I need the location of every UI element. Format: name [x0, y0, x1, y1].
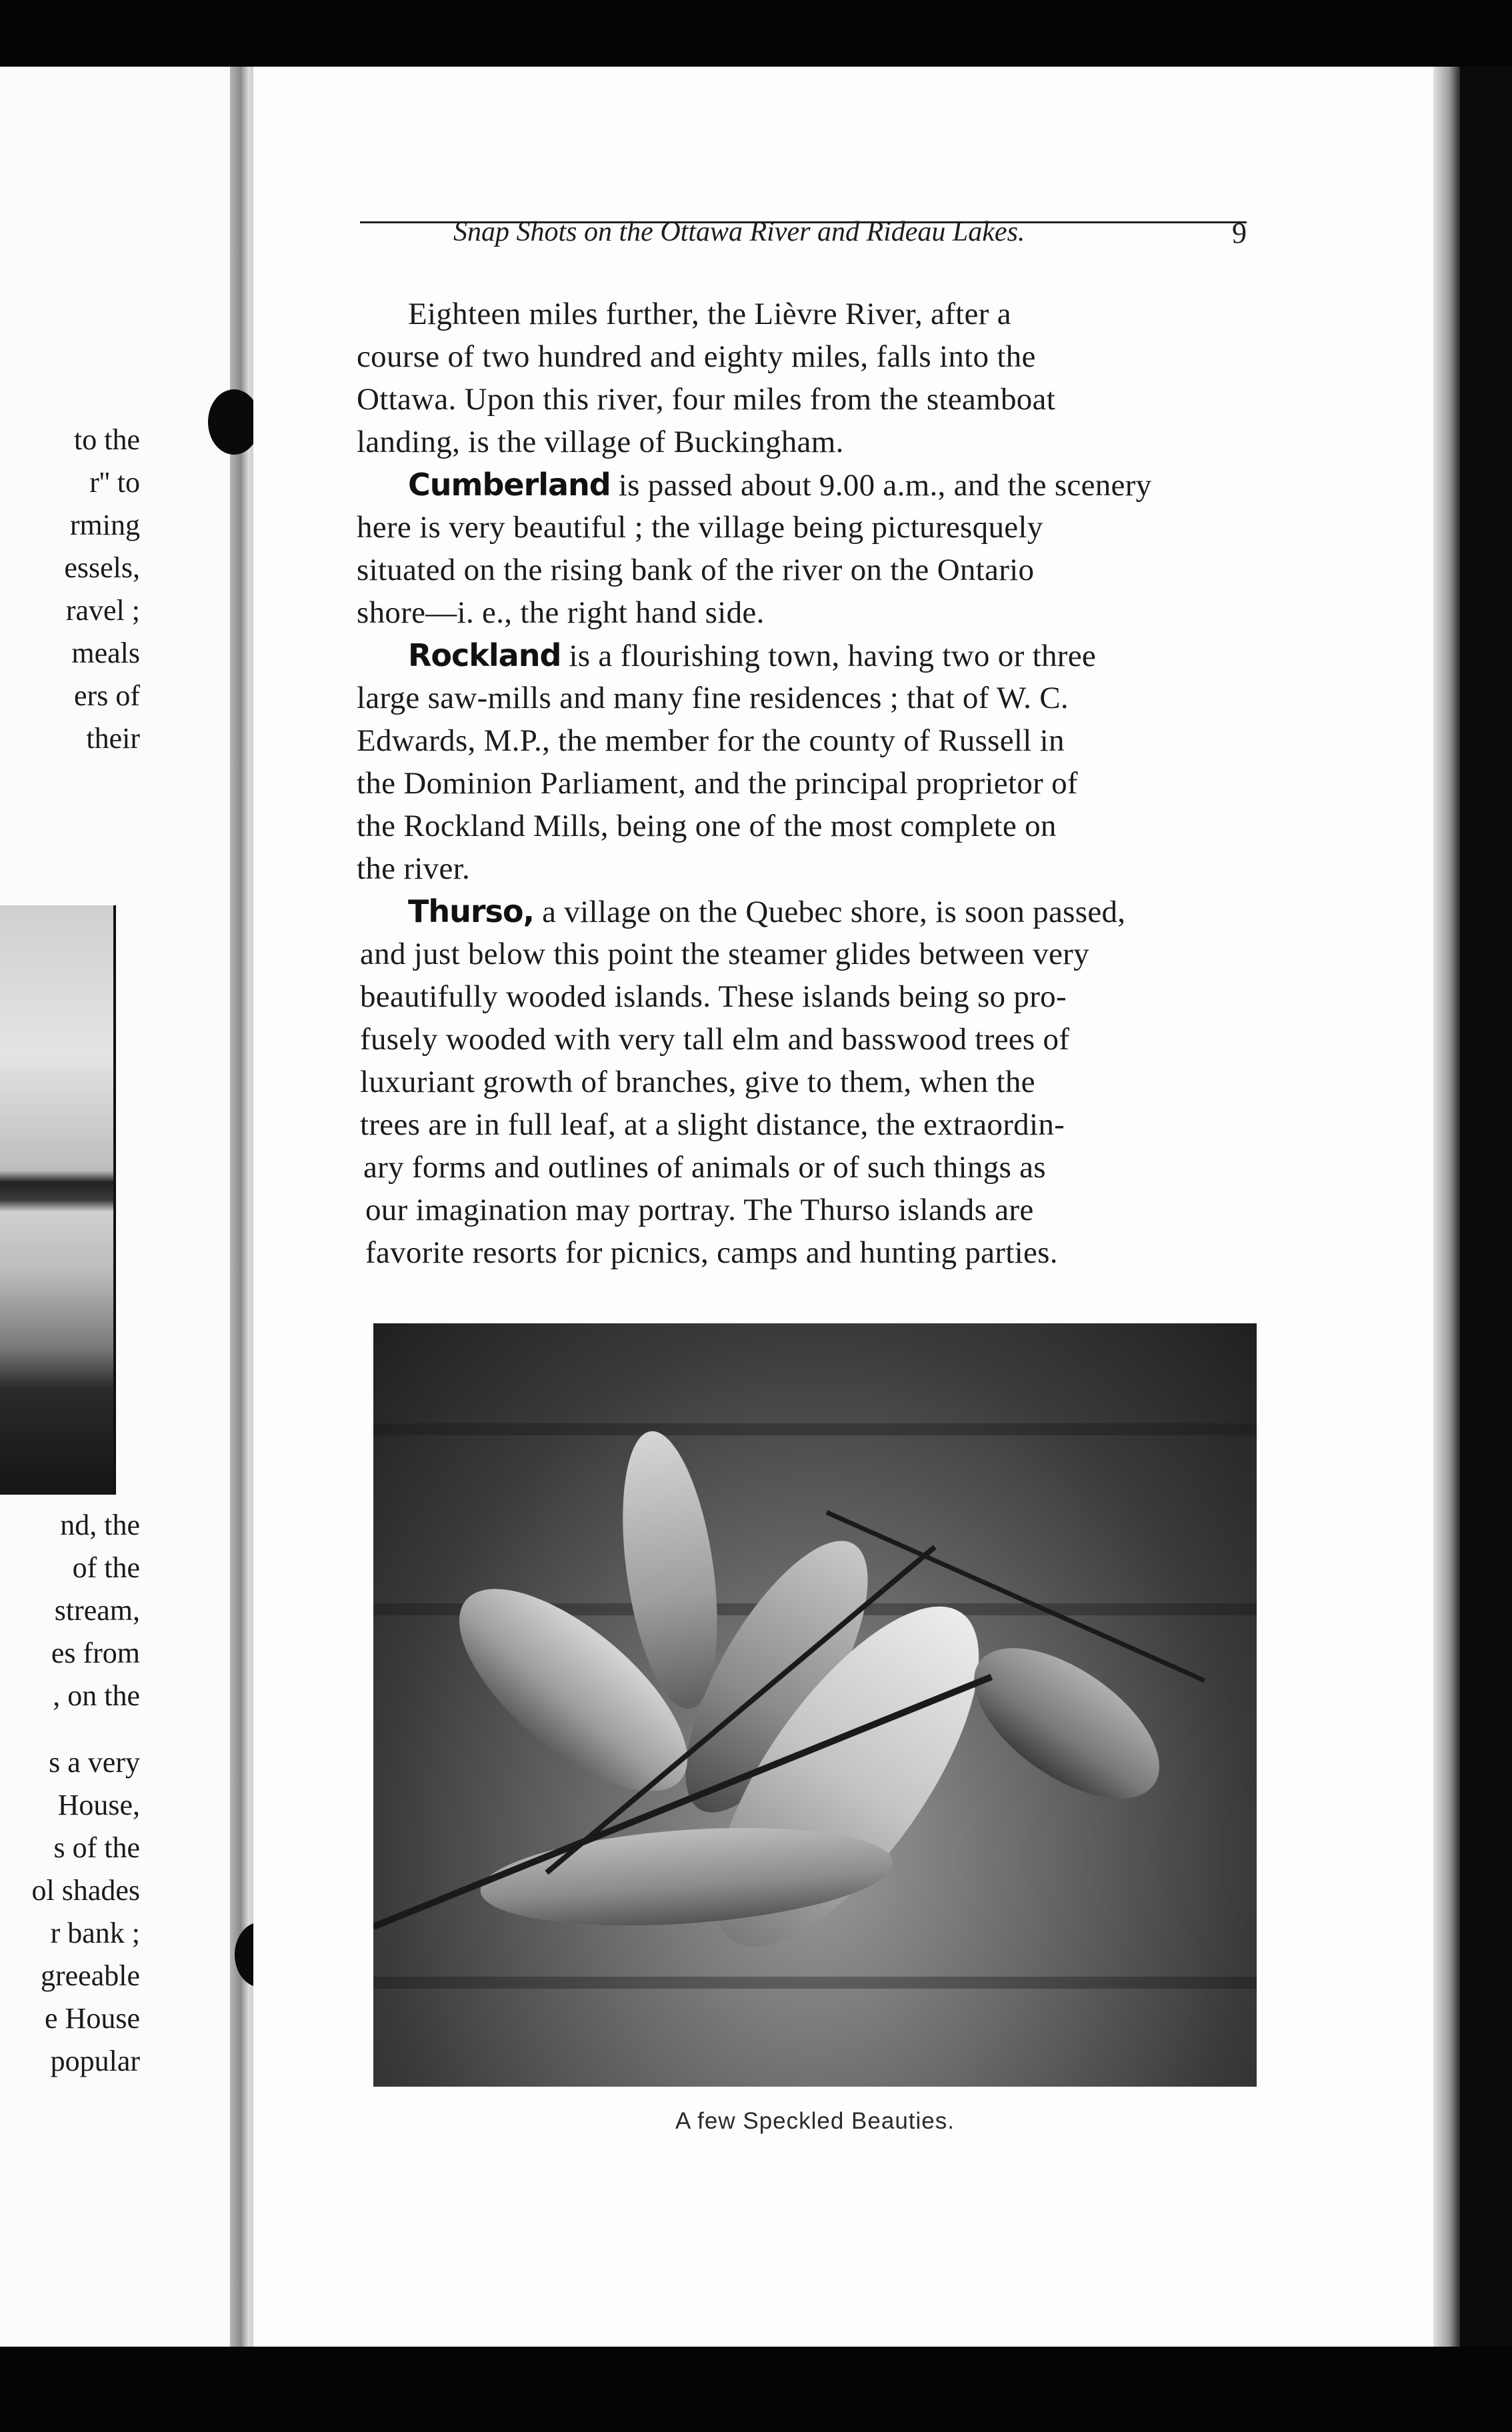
left-page-fragment: nd, the: [60, 1509, 140, 1541]
fish: [477, 1816, 896, 1938]
body-line: luxuriant growth of branches, give to them, when the: [360, 1065, 1035, 1099]
body-line: landing, is the village of Buckingham.: [357, 425, 844, 459]
body-line: situated on the rising bank of the river on the Ontario: [357, 553, 1035, 587]
body-line: ary forms and outlines of animals or of such things as: [363, 1150, 1046, 1185]
body-line: Ottawa. Upon this river, four miles from the steamboat: [357, 382, 1056, 417]
body-line: [408, 893, 1126, 929]
left-page-fragment: their: [86, 722, 140, 755]
facing-page-photo: [0, 905, 116, 1495]
place-name-rockland: Rockland: [408, 637, 561, 673]
left-page-fragment: House,: [57, 1789, 140, 1821]
left-page-fragment: ravel ;: [65, 594, 140, 627]
boat-plank: [373, 1423, 1257, 1435]
body-line: Edwards, M.P., the member for the county of Russell in: [357, 723, 1065, 758]
left-page-fragment: ol shades: [31, 1874, 140, 1907]
left-page-fragment: meals: [71, 637, 140, 669]
left-page-fragment: rming: [69, 509, 140, 541]
boat-plank: [373, 1977, 1257, 1989]
body-line: Eighteen miles further, the Lièvre River, after a: [408, 297, 1011, 331]
body-line: the river.: [357, 851, 471, 886]
scan-top-edge: [0, 0, 1512, 67]
page-number: 9: [1232, 217, 1247, 249]
running-head: [360, 155, 1247, 249]
left-page-fragment: of the: [72, 1551, 140, 1584]
body-line: our imagination may portray. The Thurso islands are: [365, 1193, 1034, 1227]
left-page-fragment: r bank ;: [50, 1917, 140, 1949]
fish: [949, 1619, 1185, 1829]
facing-page-left: [0, 67, 240, 2347]
left-page-fragment: e House: [45, 2002, 140, 2035]
body-line: large saw-mills and many fine residences ; that of W. C.: [357, 681, 1069, 715]
binding-hole: [208, 389, 260, 455]
left-page-fragment: popular: [50, 2045, 140, 2077]
left-page-fragment: to the: [74, 423, 140, 456]
body-line: [408, 637, 1097, 673]
place-name-thurso: Thurso,: [408, 893, 535, 929]
fish-catch-photo: [373, 1323, 1257, 2087]
left-page-fragment: stream,: [54, 1594, 140, 1627]
left-page-fragment: r'' to: [89, 466, 140, 499]
left-page-fragment: essels,: [64, 551, 140, 584]
place-name-cumberland: Cumberland: [408, 467, 611, 503]
left-page-fragment: s a very: [49, 1746, 140, 1779]
running-head-title: Snap Shots on the Ottawa River and Rideau Lakes.: [453, 217, 1025, 247]
body-line: beautifully wooded islands. These islands being so pro-: [360, 979, 1067, 1014]
body-line: trees are in full leaf, at a slight distance, the extraordin-: [360, 1107, 1065, 1142]
body-line: the Dominion Parliament, and the principal proprietor of: [357, 766, 1078, 801]
left-page-fragment: s of the: [53, 1831, 140, 1864]
body-line: fusely wooded with very tall elm and basswood trees of: [360, 1022, 1070, 1057]
body-line-text: a village on the Quebec shore, is soon passed,: [542, 895, 1126, 929]
scan-bottom-edge: [0, 2347, 1512, 2432]
body-line: and just below this point the steamer glides between very: [360, 937, 1089, 971]
body-line-text: is a flourishing town, having two or three: [569, 639, 1097, 673]
left-page-fragment: ers of: [74, 679, 140, 712]
body-line: shore—i. e., the right hand side.: [357, 595, 765, 630]
left-page-fragment: es from: [51, 1637, 140, 1669]
left-page-fragment: greeable: [41, 1959, 140, 1992]
body-line: the Rockland Mills, being one of the most complete on: [357, 809, 1057, 843]
body-line: favorite resorts for picnics, camps and hunting parties.: [365, 1235, 1058, 1270]
body-line: here is very beautiful ; the village being picturesquely: [357, 510, 1043, 545]
page-edge: [1433, 67, 1460, 2347]
body-line: course of two hundred and eighty miles, falls into the: [357, 339, 1036, 374]
photo-caption: A few Speckled Beauties.: [675, 2108, 955, 2134]
left-page-fragment: , on the: [53, 1679, 140, 1712]
body-line: [408, 469, 1151, 501]
body-line-text: is passed about 9.00 a.m., and the scenery: [618, 468, 1152, 503]
